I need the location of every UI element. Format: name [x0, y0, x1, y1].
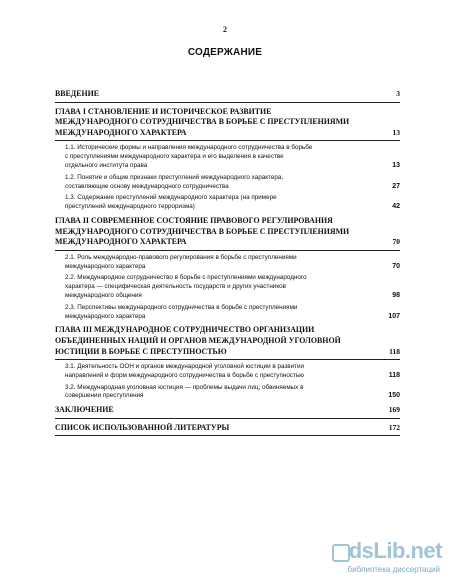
toc-line-text: 3.1. Деятельность ООН и органов международной уголовной юстиции в развитии	[65, 363, 305, 371]
toc-section[interactable]	[55, 194, 400, 212]
toc-line-text: 1.3. Содержание преступлений международного характера (на примере	[65, 194, 277, 202]
toc-line-text: 2.3. Перспективы международного сотрудничества в борьбе с преступлениями	[65, 303, 298, 311]
toc-section[interactable]	[55, 274, 400, 300]
toc-line	[55, 107, 400, 118]
toc-line-text: совершении преступления	[65, 392, 144, 400]
toc-line	[55, 423, 400, 434]
toc-line-text: МЕЖДУНАРОДНОГО ХАРАКТЕРА	[55, 127, 187, 137]
toc-line	[65, 174, 400, 183]
toc-line-text: МЕЖДУНАРОДНОГО СОТРУДНИЧЕСТВА В БОРЬБЕ С ПРЕСТУПЛЕНИЯМИ	[55, 226, 350, 236]
toc-page-number: 169	[388, 405, 400, 415]
toc-page-number: 13	[392, 161, 400, 169]
toc-line-text: ГЛАВА III МЕЖДУНАРОДНОЕ СОТРУДНИЧЕСТВО ОРГАНИЗАЦИИ	[55, 325, 315, 335]
table-of-contents	[55, 85, 400, 436]
toc-section[interactable]	[55, 304, 400, 322]
toc-page-number: 42	[392, 203, 400, 211]
toc-line-text: направлений и форм международного сотрудничества в борьбе с преступностью	[65, 371, 304, 379]
toc-line	[65, 283, 400, 292]
toc-line	[55, 227, 400, 238]
toc-page-number: 27	[392, 182, 400, 190]
toc-line-text: международного характера	[65, 262, 146, 270]
toc-line-text: МЕЖДУНАРОДНОГО СОТРУДНИЧЕСТВА В БОРЬБЕ С ПРЕСТУПЛЕНИЯМИ	[55, 117, 350, 127]
toc-line	[55, 237, 400, 248]
toc-line	[65, 274, 400, 283]
page-number: 2	[223, 25, 227, 34]
watermark-subtitle: библиотека диссертаций	[347, 565, 440, 574]
toc-line	[65, 392, 400, 401]
toc-page-number: 118	[388, 371, 400, 379]
toc-page-number: 150	[388, 392, 400, 400]
toc-page-number: 98	[392, 291, 400, 299]
toc-section[interactable]	[55, 254, 400, 272]
toc-section[interactable]	[55, 174, 400, 192]
toc-line	[55, 89, 400, 100]
toc-line-text: преступлений международного терроризма)	[65, 203, 195, 211]
toc-line	[55, 336, 400, 347]
toc-line-text: 2.2. Международное сотрудничество в борьбе с преступлениями международного	[65, 274, 307, 282]
toc-line-text: международного характера	[65, 312, 146, 320]
page-title: СОДЕРЖАНИЕ	[187, 47, 263, 58]
toc-line	[65, 313, 400, 322]
toc-chapter[interactable]	[55, 423, 400, 437]
toc-line-text: 2.1. Роль международно-правового регулирования в борьбе с преступлениями	[65, 253, 297, 261]
toc-line	[55, 347, 400, 358]
toc-line	[65, 263, 400, 272]
toc-line	[65, 194, 400, 203]
toc-page-number: 13	[392, 127, 400, 137]
toc-line-text: ГЛАВА I СТАНОВЛЕНИЕ И ИСТОРИЧЕСКОЕ РАЗВИТИЕ	[55, 106, 272, 116]
toc-page-number: 3	[396, 89, 400, 98]
toc-line-text: 1.1. Исторические формы и направления международного сотрудничества в борьбе	[65, 144, 313, 152]
toc-chapter[interactable]	[55, 216, 400, 251]
toc-line	[55, 325, 400, 336]
toc-line-text: характера — специфическая деятельность государств и других участников	[65, 283, 286, 291]
watermark	[322, 538, 442, 578]
toc-chapter[interactable]	[55, 325, 400, 360]
toc-chapter[interactable]	[55, 405, 400, 419]
toc-page-number: 107	[388, 312, 400, 320]
toc-chapter[interactable]	[55, 107, 400, 142]
toc-page-number: 70	[392, 237, 400, 247]
toc-page-number: 172	[388, 422, 400, 432]
toc-section[interactable]	[55, 144, 400, 170]
toc-line-text: отдельного института права	[65, 161, 148, 169]
toc-line-text: ОБЪЕДИНЕННЫХ НАЦИЙ И ОРГАНОВ МЕЖДУНАРОДНОЙ УГОЛОВНОЙ	[55, 335, 341, 345]
toc-line	[65, 384, 400, 393]
toc-line-text: СПИСОК ИСПОЛЬЗОВАННОЙ ЛИТЕРАТУРЫ	[55, 422, 230, 432]
toc-line-text: 1.2. Понятие и общие признаки преступлений международного характера,	[65, 173, 284, 181]
toc-line-text: с преступлениями международного характера и его выделения в качестве	[65, 153, 284, 161]
toc-line	[65, 363, 400, 372]
toc-line	[65, 162, 400, 171]
toc-page-number: 70	[392, 262, 400, 270]
toc-line-text: 3.2. Международная уголовная юстиция — проблемы выдачи лиц, обвиняемых в	[65, 383, 304, 391]
toc-line-text: составляющие основу международного сотрудничества	[65, 182, 229, 190]
toc-line	[55, 128, 400, 139]
toc-line-text: ВВЕДЕНИЕ	[55, 89, 100, 98]
toc-line-text: ГЛАВА II СОВРЕМЕННОЕ СОСТОЯНИЕ ПРАВОВОГО РЕГУЛИРОВАНИЯ	[55, 215, 333, 225]
watermark-logo: dsLib.net	[348, 538, 442, 563]
toc-line-text: МЕЖДУНАРОДНОГО ХАРАКТЕРА	[55, 237, 187, 247]
toc-line-text: ЗАКЛЮЧЕНИЕ	[55, 405, 114, 415]
book-icon	[332, 544, 350, 562]
toc-line	[65, 183, 400, 192]
toc-line	[65, 144, 400, 153]
toc-line	[65, 292, 400, 301]
toc-line	[55, 405, 400, 416]
toc-line	[65, 304, 400, 313]
toc-line	[55, 117, 400, 128]
toc-line	[65, 203, 400, 212]
toc-section[interactable]	[55, 363, 400, 381]
toc-line	[55, 216, 400, 227]
toc-page-number: 118	[389, 346, 400, 356]
toc-line-text: международного общения	[65, 291, 142, 299]
toc-section[interactable]	[55, 384, 400, 402]
toc-line	[65, 372, 400, 381]
toc-line	[65, 254, 400, 263]
toc-line-text: ЮСТИЦИИ В БОРЬБЕ С ПРЕСТУПНОСТЬЮ	[55, 346, 227, 356]
toc-line	[65, 153, 400, 162]
toc-chapter[interactable]	[55, 89, 400, 103]
